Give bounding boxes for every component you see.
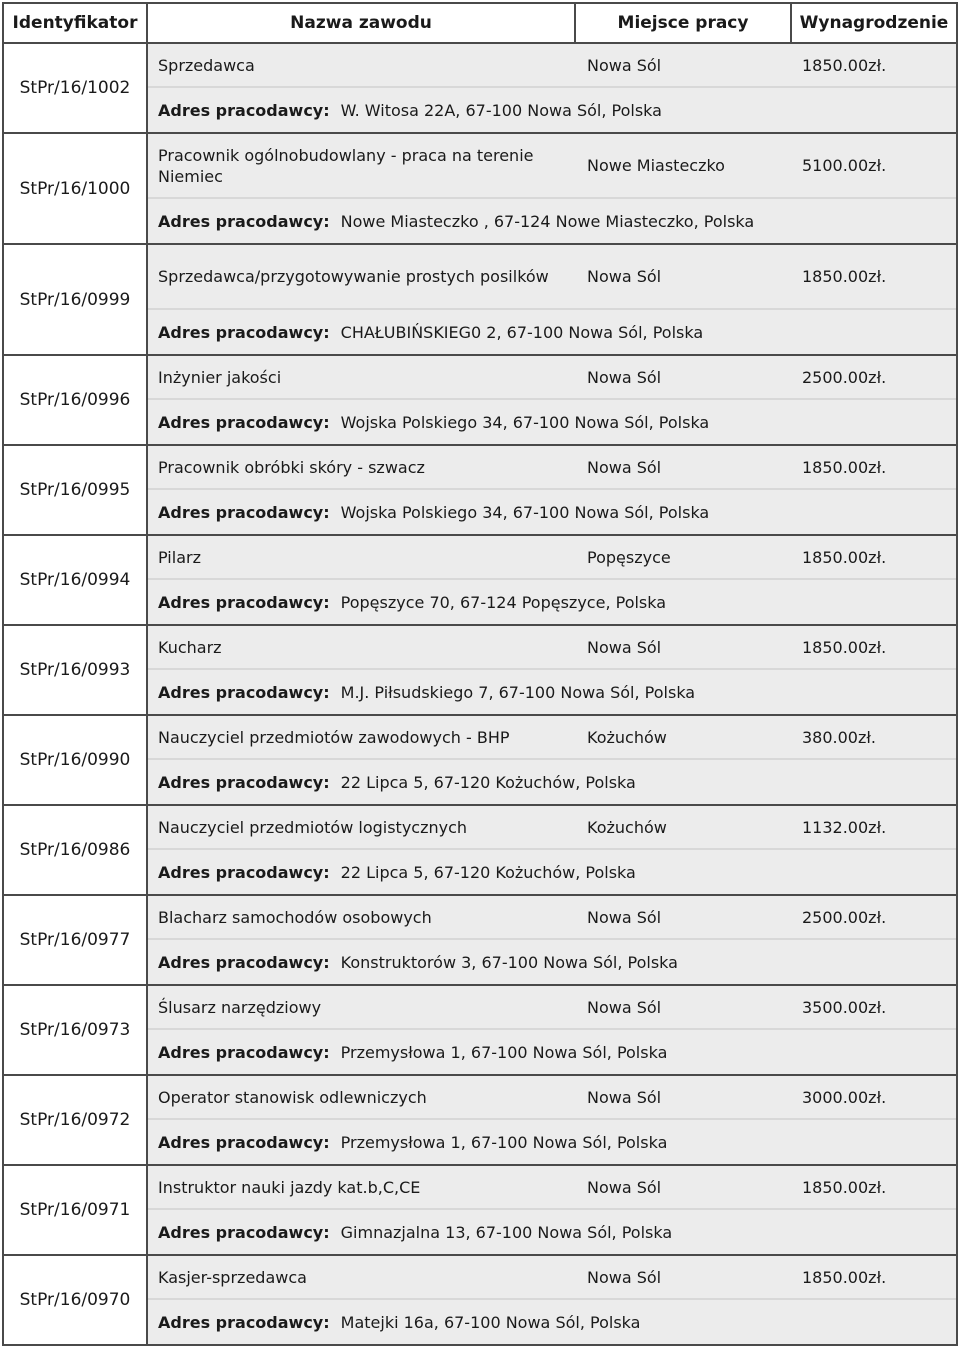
- job-name: Pracownik obróbki skóry - szwacz: [158, 457, 425, 477]
- job-place: Kożuchów: [587, 727, 667, 747]
- address-label: Adres pracodawcy:: [158, 862, 330, 882]
- row-id: StPr/16/0994: [4, 536, 148, 624]
- address-label: Adres pracodawcy:: [158, 412, 330, 432]
- job-place: Nowa Sól: [587, 637, 662, 657]
- employer-address-line: [148, 850, 956, 894]
- employer-address: Wojska Polskiego 34, 67-100 Nowa Sól, Polska: [340, 502, 710, 522]
- job-pay: 2500.00zł.: [802, 907, 887, 927]
- table-row: [2, 716, 958, 806]
- table-row: [2, 356, 958, 446]
- job-pay: 1850.00zł.: [802, 547, 887, 567]
- address-label: Adres pracodawcy:: [158, 952, 330, 972]
- address-label: Adres pracodawcy:: [158, 592, 330, 612]
- employer-address-line: [148, 1210, 956, 1254]
- job-pay: 1132.00zł.: [802, 817, 887, 837]
- table-row: [2, 44, 958, 134]
- row-main-line: [148, 1076, 956, 1120]
- employer-address: 22 Lipca 5, 67-120 Kożuchów, Polska: [340, 862, 636, 882]
- job-place: Nowa Sól: [587, 997, 662, 1017]
- row-details: [148, 1256, 956, 1344]
- employer-address: M.J. Piłsudskiego 7, 67-100 Nowa Sól, Polska: [340, 682, 696, 702]
- header-place: Miejsce pracy: [576, 4, 792, 42]
- table-row: [2, 1256, 958, 1346]
- address-label: Adres pracodawcy:: [158, 1042, 330, 1062]
- row-details: [148, 134, 956, 243]
- job-offers-table: [2, 2, 958, 1346]
- job-pay: 1850.00zł.: [802, 457, 887, 477]
- row-details: [148, 986, 956, 1074]
- job-pay: 1850.00zł.: [802, 1177, 887, 1197]
- job-name: Kasjer-sprzedawca: [158, 1267, 307, 1287]
- address-label: Adres pracodawcy:: [158, 211, 330, 231]
- employer-address-line: [148, 940, 956, 984]
- employer-address-line: [148, 1300, 956, 1344]
- row-id: StPr/16/0999: [4, 245, 148, 354]
- row-main-line: [148, 716, 956, 760]
- row-main-line: [148, 536, 956, 580]
- job-name: Ślusarz narzędziowy: [158, 997, 322, 1017]
- table-row: [2, 245, 958, 356]
- job-place: Nowe Miasteczko: [587, 156, 725, 175]
- row-id: StPr/16/1000: [4, 134, 148, 243]
- employer-address: Wojska Polskiego 34, 67-100 Nowa Sól, Polska: [340, 412, 710, 432]
- row-details: [148, 806, 956, 894]
- row-main-line: [148, 806, 956, 850]
- row-main-line: [148, 245, 956, 310]
- address-label: Adres pracodawcy:: [158, 772, 330, 792]
- row-id: StPr/16/0970: [4, 1256, 148, 1344]
- row-id: StPr/16/0986: [4, 806, 148, 894]
- row-id: StPr/16/0973: [4, 986, 148, 1074]
- row-details: [148, 626, 956, 714]
- employer-address-line: [148, 580, 956, 624]
- job-pay: 2500.00zł.: [802, 367, 887, 387]
- address-label: Adres pracodawcy:: [158, 1222, 330, 1242]
- job-name: Inżynier jakości: [158, 367, 282, 387]
- row-details: [148, 446, 956, 534]
- header-name: Nazwa zawodu: [148, 4, 576, 42]
- employer-address: Konstruktorów 3, 67-100 Nowa Sól, Polska: [340, 952, 678, 972]
- address-label: Adres pracodawcy:: [158, 1132, 330, 1152]
- job-name: Nauczyciel przedmiotów logistycznych: [158, 817, 468, 837]
- job-name: Blacharz samochodów osobowych: [158, 907, 432, 927]
- row-id: StPr/16/1002: [4, 44, 148, 132]
- job-place: Nowa Sól: [587, 907, 662, 927]
- employer-address-line: [148, 760, 956, 804]
- row-main-line: [148, 446, 956, 490]
- job-pay: 1850.00zł.: [802, 1267, 887, 1287]
- employer-address: Gimnazjalna 13, 67-100 Nowa Sól, Polska: [340, 1222, 673, 1242]
- job-place: Popęszyce: [587, 547, 671, 567]
- job-name: Pilarz: [158, 547, 201, 567]
- employer-address: Nowe Miasteczko , 67-124 Nowe Miasteczko, Polska: [340, 211, 755, 231]
- table-row: [2, 1166, 958, 1256]
- table-row: [2, 536, 958, 626]
- row-main-line: [148, 896, 956, 940]
- job-place: Nowa Sól: [587, 1087, 662, 1107]
- table-header: [2, 2, 958, 44]
- employer-address-line: [148, 670, 956, 714]
- row-main-line: [148, 1256, 956, 1300]
- job-pay: 5100.00zł.: [802, 156, 887, 175]
- row-main-line: [148, 356, 956, 400]
- row-details: [148, 356, 956, 444]
- row-id: StPr/16/0996: [4, 356, 148, 444]
- table-body: [2, 44, 958, 1346]
- employer-address-line: [148, 490, 956, 534]
- address-label: Adres pracodawcy:: [158, 502, 330, 522]
- job-pay: 380.00zł.: [802, 727, 877, 747]
- table-row: [2, 986, 958, 1076]
- table-row: [2, 1076, 958, 1166]
- employer-address-line: [148, 1120, 956, 1164]
- table-row: [2, 896, 958, 986]
- employer-address-line: [148, 310, 956, 354]
- row-details: [148, 245, 956, 354]
- job-name: Operator stanowisk odlewniczych: [158, 1087, 427, 1107]
- address-label: Adres pracodawcy:: [158, 682, 330, 702]
- employer-address: Przemysłowa 1, 67-100 Nowa Sól, Polska: [340, 1042, 668, 1062]
- job-name: Nauczyciel przedmiotów zawodowych - BHP: [158, 727, 510, 747]
- job-pay: 3500.00zł.: [802, 997, 887, 1017]
- job-place: Kożuchów: [587, 817, 667, 837]
- address-label: Adres pracodawcy:: [158, 100, 330, 120]
- employer-address: W. Witosa 22A, 67-100 Nowa Sól, Polska: [340, 100, 662, 120]
- job-name: Sprzedawca: [158, 55, 255, 75]
- address-label: Adres pracodawcy:: [158, 322, 330, 342]
- row-details: [148, 44, 956, 132]
- job-pay: 1850.00zł.: [802, 637, 887, 657]
- employer-address: Przemysłowa 1, 67-100 Nowa Sól, Polska: [340, 1132, 668, 1152]
- employer-address-line: [148, 199, 956, 243]
- table-row: [2, 806, 958, 896]
- header-pay: Wynagrodzenie: [799, 13, 949, 33]
- row-main-line: [148, 1166, 956, 1210]
- row-details: [148, 716, 956, 804]
- employer-address: Popęszyce 70, 67-124 Popęszyce, Polska: [340, 592, 667, 612]
- row-id: StPr/16/0993: [4, 626, 148, 714]
- job-place: Nowa Sól: [587, 1177, 662, 1197]
- job-name: Sprzedawca/przygotowywanie prostych posilków: [158, 267, 549, 286]
- job-place: Nowa Sól: [587, 367, 662, 387]
- address-label: Adres pracodawcy:: [158, 1312, 330, 1332]
- job-pay: 1850.00zł.: [802, 55, 887, 75]
- row-id: StPr/16/0995: [4, 446, 148, 534]
- row-main-line: [148, 986, 956, 1030]
- row-details: [148, 1166, 956, 1254]
- row-id: StPr/16/0977: [4, 896, 148, 984]
- employer-address: CHAŁUBIŃSKIEG0 2, 67-100 Nowa Sól, Polska: [340, 322, 704, 342]
- row-main-line: [148, 134, 956, 199]
- row-details: [148, 536, 956, 624]
- row-id: StPr/16/0972: [4, 1076, 148, 1164]
- employer-address-line: [148, 88, 956, 132]
- job-name: Pracownik ogólnobudowlany - praca na terenie Niemiec: [158, 145, 534, 186]
- table-row: [2, 134, 958, 245]
- table-row: [2, 446, 958, 536]
- job-pay: 1850.00zł.: [802, 267, 887, 286]
- employer-address: 22 Lipca 5, 67-120 Kożuchów, Polska: [340, 772, 636, 792]
- header-id: Identyfikator: [4, 4, 148, 42]
- employer-address-line: [148, 400, 956, 444]
- row-main-line: [148, 626, 956, 670]
- table-row: [2, 626, 958, 716]
- employer-address: Matejki 16a, 67-100 Nowa Sól, Polska: [340, 1312, 641, 1332]
- row-id: StPr/16/0990: [4, 716, 148, 804]
- row-details: [148, 1076, 956, 1164]
- job-place: Nowa Sól: [587, 1267, 662, 1287]
- job-place: Nowa Sól: [587, 55, 662, 75]
- job-name: Kucharz: [158, 637, 222, 657]
- job-name: Instruktor nauki jazdy kat.b,C,CE: [158, 1177, 421, 1197]
- employer-address-line: [148, 1030, 956, 1074]
- job-place: Nowa Sól: [587, 267, 662, 286]
- row-main-line: [148, 44, 956, 88]
- row-id: StPr/16/0971: [4, 1166, 148, 1254]
- job-pay: 3000.00zł.: [802, 1087, 887, 1107]
- row-details: [148, 896, 956, 984]
- job-place: Nowa Sól: [587, 457, 662, 477]
